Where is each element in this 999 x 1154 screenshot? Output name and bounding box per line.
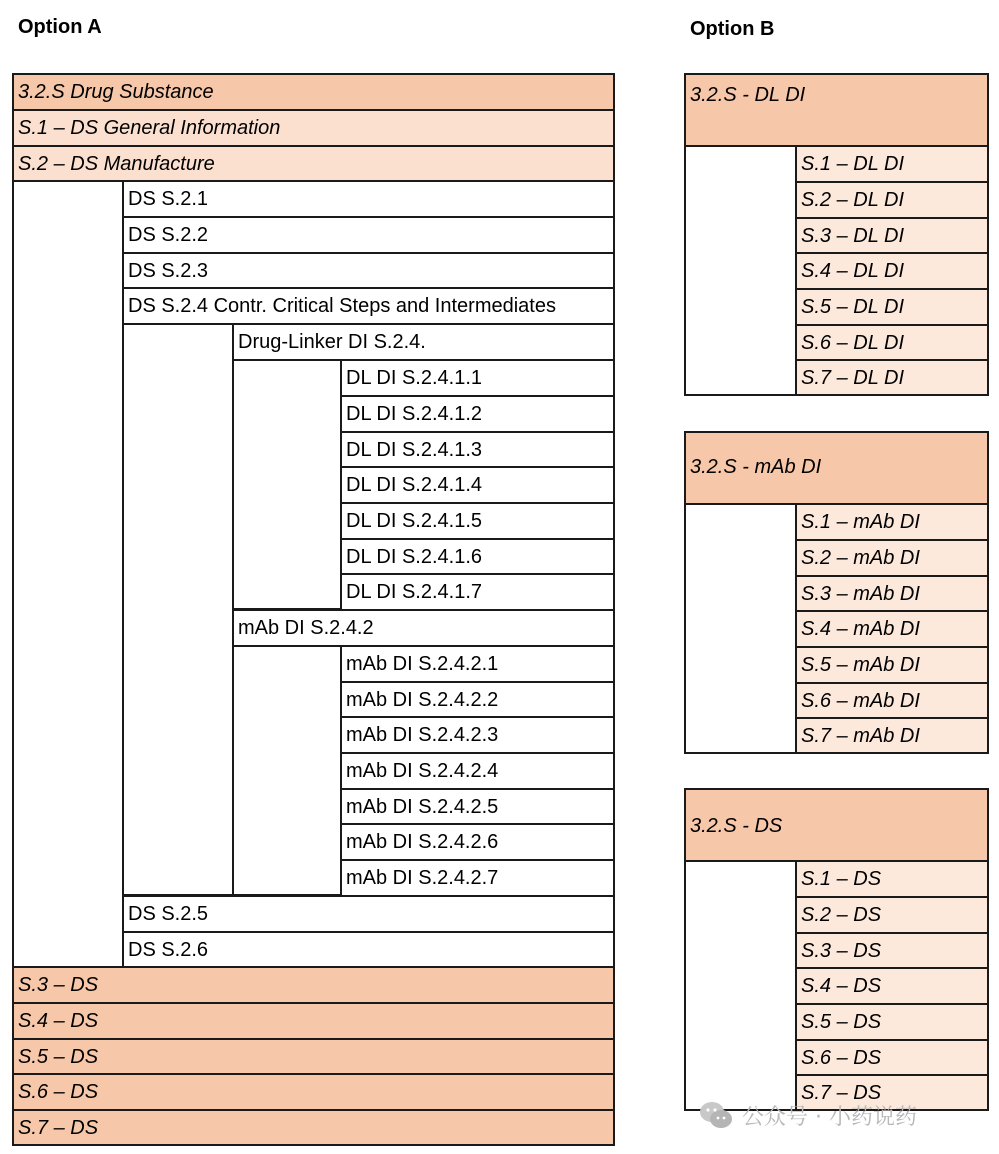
row-mab-3: mAb DI S.2.4.2.3 bbox=[340, 716, 615, 754]
item-ds-5: S.5 – DS bbox=[795, 1003, 989, 1041]
row-ds-s24: DS S.2.4 Contr. Critical Steps and Intermediates bbox=[122, 287, 615, 325]
row-dl-4: DL DI S.2.4.1.4 bbox=[340, 466, 615, 504]
row-s2: S.2 – DS Manufacture bbox=[12, 145, 615, 182]
item-mab-di-4: S.4 – mAb DI bbox=[795, 610, 989, 648]
group-title-ds: 3.2.S - DS bbox=[684, 788, 989, 862]
item-mab-di-3: S.3 – mAb DI bbox=[795, 575, 989, 612]
group-title-mab-di: 3.2.S - mAb DI bbox=[684, 431, 989, 505]
row-drug-linker: Drug-Linker DI S.2.4. bbox=[232, 323, 615, 361]
item-dl-di-1: S.1 – DL DI bbox=[795, 145, 989, 183]
row-s5: S.5 – DS bbox=[12, 1038, 615, 1075]
row-ds-s22: DS S.2.2 bbox=[122, 216, 615, 254]
group-indent-ds bbox=[684, 860, 797, 1111]
row-mab: mAb DI S.2.4.2 bbox=[232, 609, 615, 647]
item-ds-4: S.4 – DS bbox=[795, 967, 989, 1005]
row-ds-s23: DS S.2.3 bbox=[122, 252, 615, 289]
item-ds-2: S.2 – DS bbox=[795, 896, 989, 934]
wechat-icon bbox=[698, 1100, 734, 1130]
group-indent-dl-di bbox=[684, 145, 797, 396]
row-s3: S.3 – DS bbox=[12, 966, 615, 1004]
row-mab-7: mAb DI S.2.4.2.7 bbox=[340, 859, 615, 897]
row-dl-1: DL DI S.2.4.1.1 bbox=[340, 359, 615, 397]
item-ds-6: S.6 – DS bbox=[795, 1039, 989, 1076]
row-dl-6: DL DI S.2.4.1.6 bbox=[340, 538, 615, 575]
row-dl-7: DL DI S.2.4.1.7 bbox=[340, 573, 615, 611]
item-mab-di-2: S.2 – mAb DI bbox=[795, 539, 989, 577]
row-mab-1: mAb DI S.2.4.2.1 bbox=[340, 645, 615, 683]
item-dl-di-6: S.6 – DL DI bbox=[795, 324, 989, 361]
item-mab-di-1: S.1 – mAb DI bbox=[795, 503, 989, 541]
item-dl-di-5: S.5 – DL DI bbox=[795, 288, 989, 326]
row-ds-s21: DS S.2.1 bbox=[122, 180, 615, 218]
row-dl-2: DL DI S.2.4.1.2 bbox=[340, 395, 615, 433]
row-dl-3: DL DI S.2.4.1.3 bbox=[340, 431, 615, 468]
row-mab-5: mAb DI S.2.4.2.5 bbox=[340, 788, 615, 825]
item-dl-di-7: S.7 – DL DI bbox=[795, 359, 989, 396]
item-ds-3: S.3 – DS bbox=[795, 932, 989, 969]
group-title-dl-di: 3.2.S - DL DI bbox=[684, 73, 989, 147]
row-dl-5: DL DI S.2.4.1.5 bbox=[340, 502, 615, 540]
option-b-heading: Option B bbox=[690, 18, 775, 40]
row-s1: S.1 – DS General Information bbox=[12, 109, 615, 147]
row-s6: S.6 – DS bbox=[12, 1073, 615, 1111]
item-ds-1: S.1 – DS bbox=[795, 860, 989, 898]
item-mab-di-7: S.7 – mAb DI bbox=[795, 717, 989, 754]
row-drug-substance: 3.2.S Drug Substance bbox=[12, 73, 615, 111]
row-mab-6: mAb DI S.2.4.2.6 bbox=[340, 823, 615, 861]
indent-block-level1 bbox=[12, 180, 124, 968]
watermark-text: 公众号 · 小药说药 bbox=[742, 1104, 917, 1130]
item-mab-di-5: S.5 – mAb DI bbox=[795, 646, 989, 684]
indent-block-level2 bbox=[122, 323, 234, 896]
item-dl-di-4: S.4 – DL DI bbox=[795, 252, 989, 290]
indent-block-level3-dl bbox=[232, 359, 342, 610]
option-a-heading: Option A bbox=[18, 16, 102, 38]
row-ds-s26: DS S.2.6 bbox=[122, 931, 615, 968]
item-ds-7: S.7 – DS bbox=[795, 1074, 989, 1111]
group-indent-mab-di bbox=[684, 503, 797, 754]
row-s7: S.7 – DS bbox=[12, 1109, 615, 1146]
row-ds-s25: DS S.2.5 bbox=[122, 895, 615, 933]
item-mab-di-6: S.6 – mAb DI bbox=[795, 682, 989, 719]
item-dl-di-2: S.2 – DL DI bbox=[795, 181, 989, 219]
watermark bbox=[698, 1100, 917, 1130]
row-s4: S.4 – DS bbox=[12, 1002, 615, 1040]
row-mab-4: mAb DI S.2.4.2.4 bbox=[340, 752, 615, 790]
row-mab-2: mAb DI S.2.4.2.2 bbox=[340, 681, 615, 718]
indent-block-level3-mab bbox=[232, 645, 342, 896]
item-dl-di-3: S.3 – DL DI bbox=[795, 217, 989, 254]
